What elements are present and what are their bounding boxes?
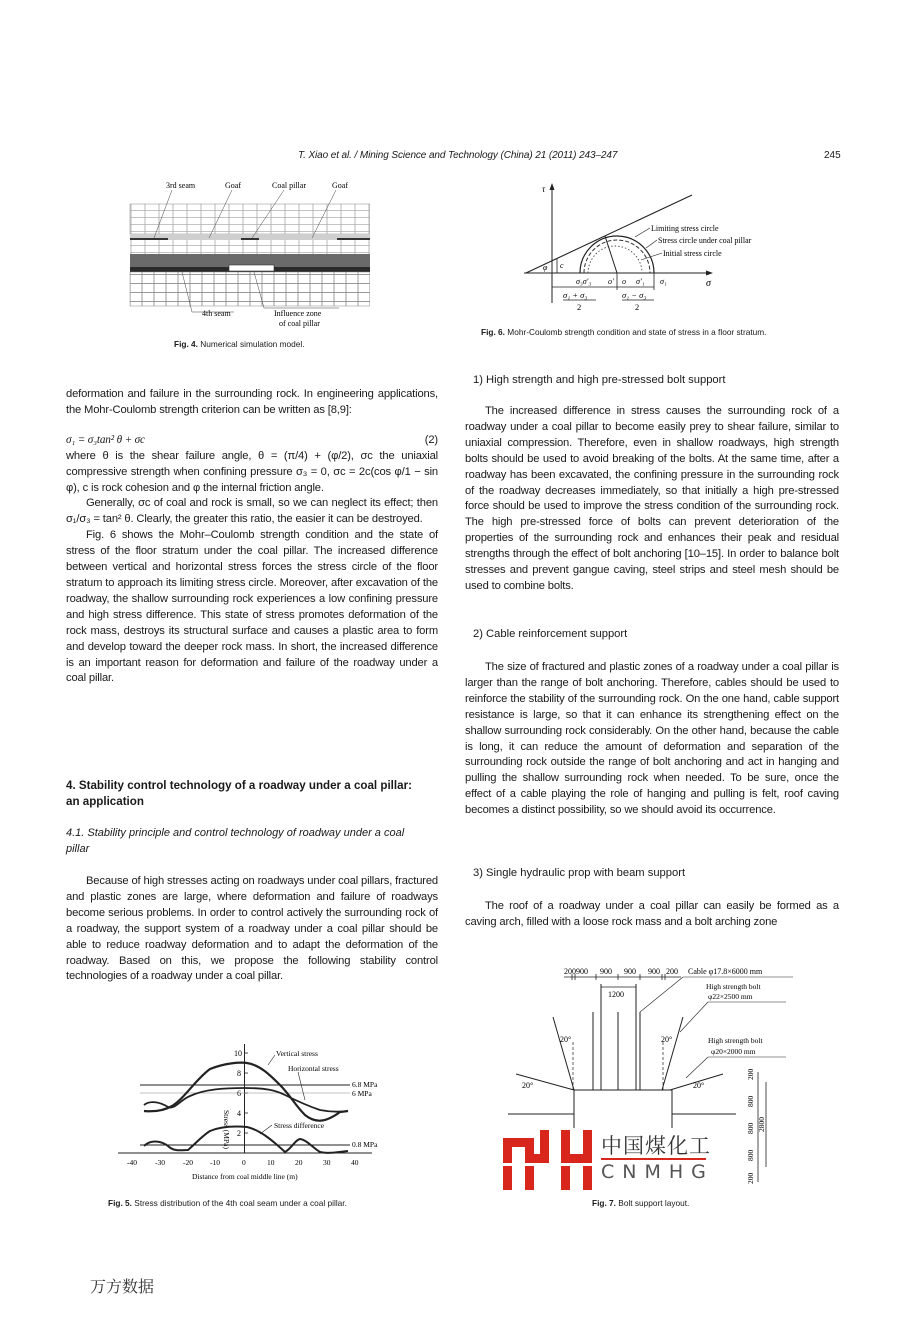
- item-1-heading: 1) High strength and high pre-stressed bolt support: [473, 374, 726, 386]
- svg-text:0: 0: [242, 1158, 246, 1167]
- svg-text:800: 800: [746, 1122, 755, 1134]
- item-1-text: The increased difference in stress causes the surrounding rock of a roadway under a coal pillar to become easily prey to shear failure, similar to uniaxial compression. Therefore, even in shallow roadways, high strength bolts should be used to avoid breaking of the bolts. At the same time, after a roadway has been excavated, the confining pressure in the surrounding rock of the roadway decreases immediately, so that initially a high pre-stressed force should be used to improve the stress condition of the surrounding rock. The high pre-stressed force of bolts can prevent deterioration of the properties of the surrounding rock and enhances their peak and residual strengths through the effect of bolt anchoring [10–15]. In order to balance bolt stresses and prevent gangue caving, steel strips and steel mesh should be used to combine bolts.: [465, 405, 839, 592]
- paragraph: Generally, σc of coal and rock is small, so we can neglect its effect; then σ₁/σ₃ = tan² θ. Clearly, the greater this ratio, the easier it can be destroyed.: [66, 497, 438, 526]
- svg-text:σ₁ + σ₃: σ₁ + σ₃: [563, 290, 588, 300]
- svg-text:20°: 20°: [693, 1081, 705, 1090]
- figure-5-chart: [110, 1040, 400, 1190]
- svg-text:φ22×2500 mm: φ22×2500 mm: [708, 992, 753, 1001]
- svg-text:200: 200: [746, 1068, 755, 1080]
- svg-text:-20: -20: [183, 1158, 193, 1167]
- svg-text:900: 900: [600, 967, 612, 976]
- svg-text:Initial stress circle: Initial stress circle: [663, 249, 722, 258]
- watermark-en-text: CNMHG: [601, 1161, 714, 1183]
- item-3-text: The roof of a roadway under a coal pillar can easily be formed as a caving arch, filled with a loose rock mass and a bolt arching zone: [465, 900, 839, 928]
- figure-7-caption: Fig. 7. Bolt support layout.: [592, 1198, 690, 1208]
- svg-text:900: 900: [624, 967, 636, 976]
- running-head: T. Xiao et al. / Mining Science and Technology (China) 21 (2011) 243–247: [298, 150, 618, 161]
- svg-text:σ₃σ′₃: σ₃σ′₃: [576, 277, 592, 286]
- stress-distribution-chart: [110, 1040, 400, 1185]
- left-column-lower: [66, 874, 438, 985]
- svg-text:6 MPa: 6 MPa: [352, 1089, 372, 1098]
- svg-text:Goaf: Goaf: [332, 181, 348, 190]
- x-ticks: [127, 1158, 359, 1167]
- svg-text:Horizontal stress: Horizontal stress: [288, 1064, 339, 1073]
- svg-text:σ′₁: σ′₁: [636, 277, 645, 286]
- figure-5-caption: Fig. 5. Stress distribution of the 4th coal seam under a coal pillar.: [108, 1198, 347, 1208]
- svg-text:φ: φ: [543, 263, 548, 272]
- svg-text:Distance from coal middle line: Distance from coal middle line (m): [192, 1172, 298, 1181]
- paragraph: Fig. 6 shows the Mohr–Coulomb strength condition and the state of stress of the floor stratum under the coal pillar. The increased difference between vertical and horizontal stress forces the stress circle of the floor stratum to approach its limiting stress circle. Moreover, after excavation of the roadway, the shallow surrounding rock experiences a low confining pressure and high stress difference. This state of stress promotes deformation of the rock mass, destroys its structural surface and causes a plastic area to form and develop toward the deeper rock mass. In short, the increased difference is an important reason for deformation and failure of the roadway under a coal pillar.: [66, 529, 438, 685]
- cnmhg-watermark: [503, 1128, 713, 1188]
- svg-text:20: 20: [295, 1158, 303, 1167]
- svg-text:φ20×2000 mm: φ20×2000 mm: [711, 1047, 756, 1056]
- svg-text:200: 200: [564, 967, 576, 976]
- svg-text:σ₁: σ₁: [660, 277, 667, 286]
- watermark-divider: [601, 1158, 706, 1160]
- svg-text:σ: σ: [706, 278, 711, 289]
- svg-text:Stress difference: Stress difference: [274, 1121, 325, 1130]
- svg-text:6: 6: [237, 1089, 241, 1098]
- source-footer: 万方数据: [90, 1277, 155, 1296]
- svg-text:c: c: [560, 261, 564, 270]
- svg-text:4th seam: 4th seam: [202, 309, 231, 318]
- svg-text:900: 900: [648, 967, 660, 976]
- svg-text:2: 2: [577, 302, 582, 312]
- svg-text:-30: -30: [155, 1158, 165, 1167]
- paragraph: where θ is the shear failure angle, θ = (π/4) + (φ/2), σc the uniaxial compressive strength when confining pressure σ₃ = 0, σc = 2c(cos φ/1 − sin φ), c is rock cohesion and φ the internal friction angle.: [66, 449, 438, 494]
- svg-text:Limiting stress circle: Limiting stress circle: [651, 224, 719, 233]
- svg-text:High strength bolt: High strength bolt: [708, 1036, 763, 1045]
- mh-logo-icon: [503, 1130, 593, 1190]
- svg-text:3rd seam: 3rd seam: [166, 181, 196, 190]
- svg-text:o: o: [622, 277, 626, 286]
- svg-text:Influence zone: Influence zone: [274, 309, 322, 318]
- svg-text:2: 2: [635, 302, 640, 312]
- figure-6: [520, 178, 840, 318]
- svg-text:of coal pillar: of coal pillar: [279, 319, 320, 328]
- svg-text:800: 800: [746, 1095, 755, 1107]
- svg-text:2: 2: [237, 1129, 241, 1138]
- svg-text:Goaf: Goaf: [225, 181, 241, 190]
- svg-text:200: 200: [746, 1172, 755, 1184]
- svg-text:20°: 20°: [522, 1081, 534, 1090]
- svg-text:20°: 20°: [661, 1035, 673, 1044]
- svg-text:Stress (MPa): Stress (MPa): [222, 1110, 231, 1149]
- svg-text:40: 40: [351, 1158, 359, 1167]
- item-2-text: The size of fractured and plastic zones of a roadway under a coal pillar is larger than the range of bolt anchoring. Therefore, cables should be used to reinforce the stability of the surrounding rock. On the one hand, cable support resistance is large, so that it can enhance its strengthening effect on the shallow surrounding rock considerably. On the other hand, because the cable is long, it can reduce the amount of deformation and separation of the surrounding rock outside the range of bolt anchoring and act in hanging and pulling the shallow surrounding rock when needed. To be sure, once the effect of a cable playing the role of hanging and pulling is felt, roof caving becomes a distinct possibility, so we should avoid its occurrence.: [465, 661, 839, 817]
- figure-4: [124, 176, 370, 356]
- svg-text:800: 800: [746, 1149, 755, 1161]
- svg-text:200: 200: [666, 967, 678, 976]
- svg-text:6.8 MPa: 6.8 MPa: [352, 1080, 378, 1089]
- svg-text:Cable φ17.8×6000 mm: Cable φ17.8×6000 mm: [688, 967, 763, 976]
- mohr-coulomb-diagram: [520, 178, 840, 318]
- svg-text:20°: 20°: [560, 1035, 572, 1044]
- svg-text:10: 10: [267, 1158, 275, 1167]
- svg-text:Vertical stress: Vertical stress: [276, 1049, 318, 1058]
- item-3-heading: 3) Single hydraulic prop with beam support: [473, 867, 686, 879]
- page-number: 245: [824, 150, 841, 161]
- watermark-cn-text: 中国煤化工: [601, 1134, 711, 1158]
- svg-text:4: 4: [237, 1109, 241, 1118]
- svg-text:Coal pillar: Coal pillar: [272, 181, 306, 190]
- svg-text:900: 900: [576, 967, 588, 976]
- svg-text:8: 8: [237, 1069, 241, 1078]
- svg-text:10: 10: [234, 1049, 242, 1058]
- numerical-model-diagram: [124, 176, 370, 336]
- svg-text:30: 30: [323, 1158, 331, 1167]
- left-column: [66, 387, 438, 687]
- paragraph: Because of high stresses acting on roadways under coal pillars, fractured and plastic zones are large, where deformation and failure of roadways become serious problems. In order to control actively the surrounding rock of a roadway, the support system of a roadway under a coal pillar should be able to reduce roadway deformation and to adapt the deformation of the roadway. Based on this, we propose the following stability control technologies of a roadway under a coal pillar.: [66, 875, 438, 983]
- svg-text:0.8 MPa: 0.8 MPa: [352, 1140, 378, 1149]
- svg-text:High strength bolt: High strength bolt: [706, 982, 761, 991]
- svg-text:-40: -40: [127, 1158, 137, 1167]
- svg-text:σ₁ − σ₃: σ₁ − σ₃: [622, 290, 647, 300]
- subsection-heading: 4.1. Stability principle and control technology of roadway under a coal pillar: [66, 827, 405, 855]
- svg-text:2800: 2800: [757, 1117, 766, 1132]
- svg-text:τ: τ: [542, 184, 546, 194]
- item-2-heading: 2) Cable reinforcement support: [473, 628, 628, 640]
- svg-text:-10: -10: [210, 1158, 220, 1167]
- equation-2: σ₁ = σ₃tan² θ + σc (2): [66, 433, 438, 446]
- paragraph: deformation and failure in the surrounding rock. In engineering applications, the Mohr-Coulomb strength criterion can be written as [8,9]:: [66, 388, 438, 416]
- figure-6-caption: Fig. 6. Mohr-Coulomb strength condition and state of stress in a floor stratum.: [481, 327, 767, 337]
- svg-text:o′: o′: [608, 277, 614, 286]
- svg-text:Stress circle under coal pilla: Stress circle under coal pillar: [658, 236, 752, 245]
- figure-4-caption: Fig. 4. Numerical simulation model.: [174, 339, 305, 349]
- svg-text:1200: 1200: [608, 990, 624, 999]
- section-heading: 4. Stability control technology of a roadway under a coal pillar: an application: [66, 779, 412, 808]
